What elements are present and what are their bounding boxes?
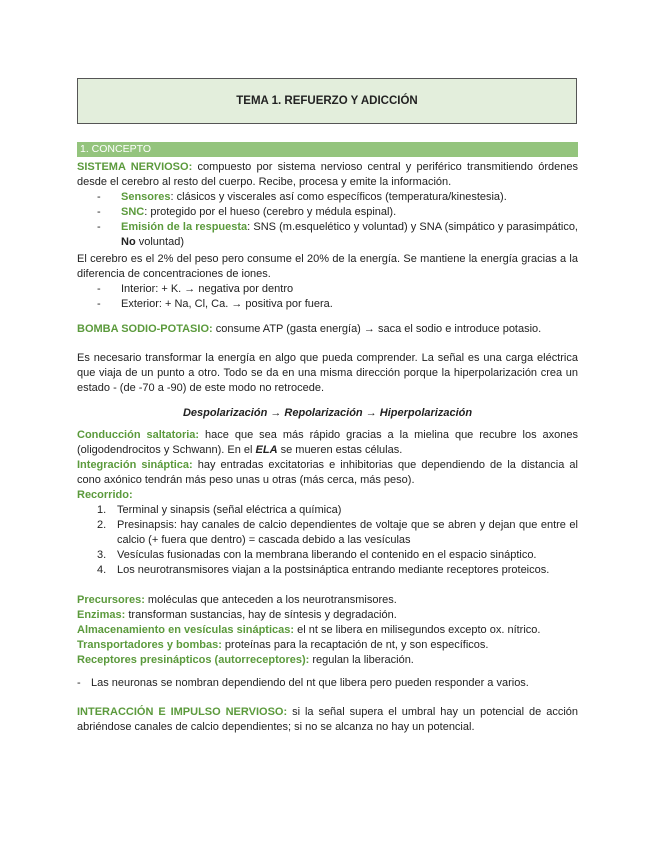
- definition-text: regulan la liberación.: [309, 654, 414, 666]
- integracion-paragraph: [77, 458, 578, 488]
- energy-paragraph: El cerebro es el 2% del peso pero consume el 20% de la energía. Se mantiene la energía gracias a la diferencia de concentraciones de iones.: [77, 253, 578, 280]
- integracion-text: hay entradas excitatorias e inhibitorias que dependiendo de la distancia al cono axónico tendrán más peso unas u otras (más cerca, más peso).: [77, 459, 578, 486]
- item-bold: No: [121, 236, 136, 248]
- recorrido-label: Recorrido:: [77, 489, 133, 501]
- list-item: [77, 563, 578, 578]
- definition-text: el nt se libera en milisegundos excepto ox. nítrico.: [294, 624, 541, 636]
- item-text: : clásicos y viscerales así como específicos (temperatura/kinestesia).: [170, 191, 507, 203]
- sistema-nervioso-paragraph: [77, 160, 578, 190]
- interaccion-text: si la señal supera el umbral hay un potencial de acción abriéndose canales de calcio dependientes; si no se alcanza no hay un potencial.: [77, 706, 578, 733]
- sistema-nervioso-text: compuesto por sistema nervioso central y periférico transmitiendo órdenes desde el cerebro al resto del cuerpo. Recibe, procesa y emite la información.: [77, 161, 578, 188]
- item-text: Interior: + K. → negativa por dentro: [121, 283, 294, 295]
- interaccion-paragraph: [77, 705, 578, 735]
- step-text: Terminal y sinapsis (señal eléctrica a química): [117, 504, 342, 516]
- step-number: 1.: [97, 504, 107, 516]
- definition-text: transforman sustancias, hay de síntesis y degradación.: [125, 609, 397, 621]
- item-label: SNC: [121, 206, 145, 218]
- bomba-label: BOMBA SODIO-POTASIO:: [77, 323, 213, 335]
- bomba-text: consume ATP (gasta energía) → saca el sodio e introduce potasio.: [212, 323, 542, 335]
- definition-label: Transportadores y bombas:: [77, 639, 222, 651]
- definition-line: [77, 608, 578, 623]
- definition-text: moléculas que anteceden a los neurotransmisores.: [144, 594, 397, 606]
- item-text: Exterior: + Na, Cl, Ca. → positiva por fuera.: [121, 298, 333, 310]
- list-item: - Exterior: + Na, Cl, Ca. → positiva por fuera.: [77, 297, 578, 312]
- note-item: - Las neuronas se nombran dependiendo del nt que libera pero pueden responder a varios.: [77, 676, 578, 691]
- list-item: [77, 503, 578, 518]
- definition-label: Receptores presinápticos (autorreceptores):: [77, 654, 310, 666]
- definition-line: [77, 653, 578, 668]
- step-text: Vesículas fusionadas con la membrana liberando el contenido en el espacio sináptico.: [117, 549, 537, 561]
- definitions-block: [77, 593, 578, 668]
- definition-line: [77, 638, 578, 653]
- document-body: [77, 160, 578, 735]
- conduccion-text: se mueren estas células.: [277, 444, 403, 456]
- section-heading: 1. CONCEPTO: [77, 142, 578, 157]
- sequence-heading: Despolarización → Repolarización → Hiperpolarización: [182, 407, 473, 419]
- item-text: voluntad): [135, 236, 184, 248]
- step-number: 3.: [97, 549, 107, 561]
- conduccion-text: hace que sea más rápido gracias a la mielina que recubre los axones (oligodendrocitos y Schwann). En el: [77, 429, 579, 456]
- interaccion-label: INTERACCIÓN E IMPULSO NERVIOSO:: [77, 706, 288, 718]
- list-item: - Sensores: clásicos y viscerales así como específicos (temperatura/kinestesia).: [97, 191, 507, 203]
- list-item: - Emisión de la respuesta: SNS (m.esquelético y voluntad) y SNA (simpático y parasimpático, No voluntad): [97, 221, 578, 248]
- definition-label: Enzimas:: [77, 609, 126, 621]
- step-number: 4.: [97, 564, 107, 576]
- list-item: - Interior: + K. → negativa por dentro: [77, 282, 578, 297]
- definition-line: [77, 623, 578, 638]
- item-text: : SNS (m.esquelético y voluntad) y SNA (simpático y parasimpático,: [247, 221, 578, 233]
- list-item: [77, 518, 578, 548]
- list-item: [77, 548, 578, 563]
- conduccion-label: Conducción saltatoria:: [77, 429, 200, 441]
- list-item: - SNC: protegido por el hueso (cerebro y médula espinal).: [97, 206, 397, 218]
- integracion-label: Integración sináptica:: [77, 459, 193, 471]
- definition-line: [77, 593, 578, 608]
- step-text: Los neurotransmisores viajan a la postsináptica entrando mediante receptores proteicos.: [117, 564, 550, 576]
- conduccion-em: ELA: [255, 444, 278, 456]
- transform-paragraph: Es necesario transformar la energía en algo que pueda comprender. La señal es una carga eléctrica que viaja de un punto a otro. Todo se da en una misma dirección porque la hiperpolarización crea un estado - (de -70 a -90) de este modo no retrocede.: [77, 352, 578, 394]
- definition-text: proteínas para la recaptación de nt, y son específicos.: [221, 639, 489, 651]
- sistema-nervioso-label: SISTEMA NERVIOSO:: [77, 161, 193, 173]
- step-number: 2.: [97, 519, 107, 531]
- document-title: TEMA 1. REFUERZO Y ADICCIÓN: [77, 78, 577, 124]
- item-label: Emisión de la respuesta: [121, 221, 248, 233]
- item-text: : protegido por el hueso (cerebro y médula espinal).: [144, 206, 397, 218]
- conduccion-paragraph: [77, 428, 578, 458]
- definition-label: Precursores:: [77, 594, 145, 606]
- step-text: Presinapsis: hay canales de calcio dependientes de voltaje que se abren y dejan que entre el calcio (+ fuera que dentro) = cascada debido a las vesículas: [117, 519, 578, 546]
- definition-label: Almacenamiento en vesículas sinápticas:: [77, 624, 295, 636]
- note-text: Las neuronas se nombran dependiendo del nt que libera pero pueden responder a varios.: [91, 677, 529, 689]
- bomba-paragraph: [77, 322, 578, 337]
- item-label: Sensores: [121, 191, 171, 203]
